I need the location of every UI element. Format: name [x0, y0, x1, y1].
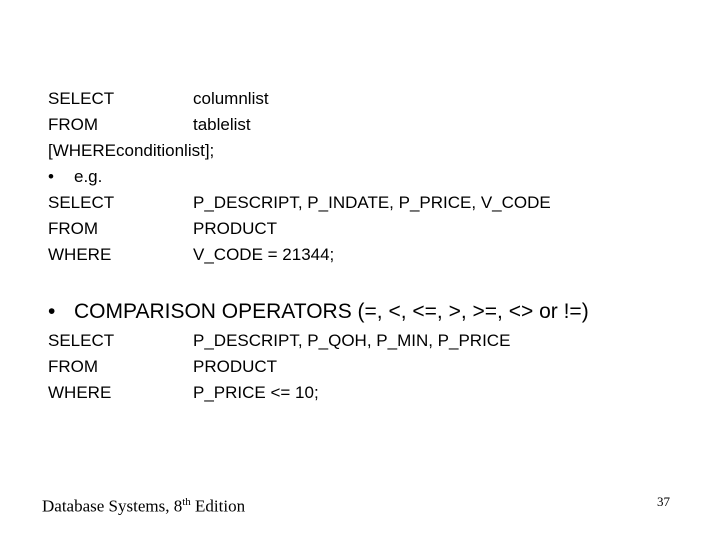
- example-label: e.g.: [74, 167, 103, 186]
- footer-title: Database Systems, 8th Edition: [42, 496, 246, 516]
- where-keyword: WHERE: [48, 245, 112, 264]
- example2-from-line: [48, 357, 277, 377]
- comparison-operators-bullet: [48, 299, 589, 325]
- where-value: P_PRICE <= 10;: [193, 383, 319, 402]
- where-value: V_CODE = 21344;: [193, 245, 335, 264]
- from-keyword: FROM: [48, 219, 99, 238]
- from-value: PRODUCT: [193, 357, 278, 376]
- from-value: PRODUCT: [193, 219, 278, 238]
- example-bullet-line: [48, 167, 102, 187]
- select-value: P_DESCRIPT, P_QOH, P_MIN, P_PRICE: [193, 331, 511, 350]
- syntax-where-line: [48, 141, 214, 161]
- bullet-icon: •: [48, 167, 54, 186]
- syntax-from-line: [48, 115, 251, 135]
- example-from-line: [48, 219, 277, 239]
- select-keyword: SELECT: [48, 193, 115, 212]
- from-value: tablelist: [193, 115, 251, 134]
- syntax-select-line: [48, 89, 269, 109]
- select-value: P_DESCRIPT, P_INDATE, P_PRICE, V_CODE: [193, 193, 551, 212]
- comparison-operators-text: COMPARISON OPERATORS (=, <, <=, >, >=, <> or !=): [74, 300, 589, 323]
- page-number: 37: [657, 494, 670, 509]
- example-where-line: [48, 245, 334, 265]
- select-value: columnlist: [193, 89, 269, 108]
- from-keyword: FROM: [48, 357, 99, 376]
- footer-superscript: th: [182, 496, 191, 508]
- where-clause: [WHEREconditionlist];: [48, 141, 215, 160]
- select-keyword: SELECT: [48, 331, 115, 350]
- example2-where-line: [48, 383, 319, 403]
- from-keyword: FROM: [48, 115, 99, 134]
- select-keyword: SELECT: [48, 89, 115, 108]
- where-keyword: WHERE: [48, 383, 112, 402]
- example-select-line: [48, 193, 551, 213]
- bullet-icon: •: [48, 300, 56, 323]
- example2-select-line: [48, 331, 510, 351]
